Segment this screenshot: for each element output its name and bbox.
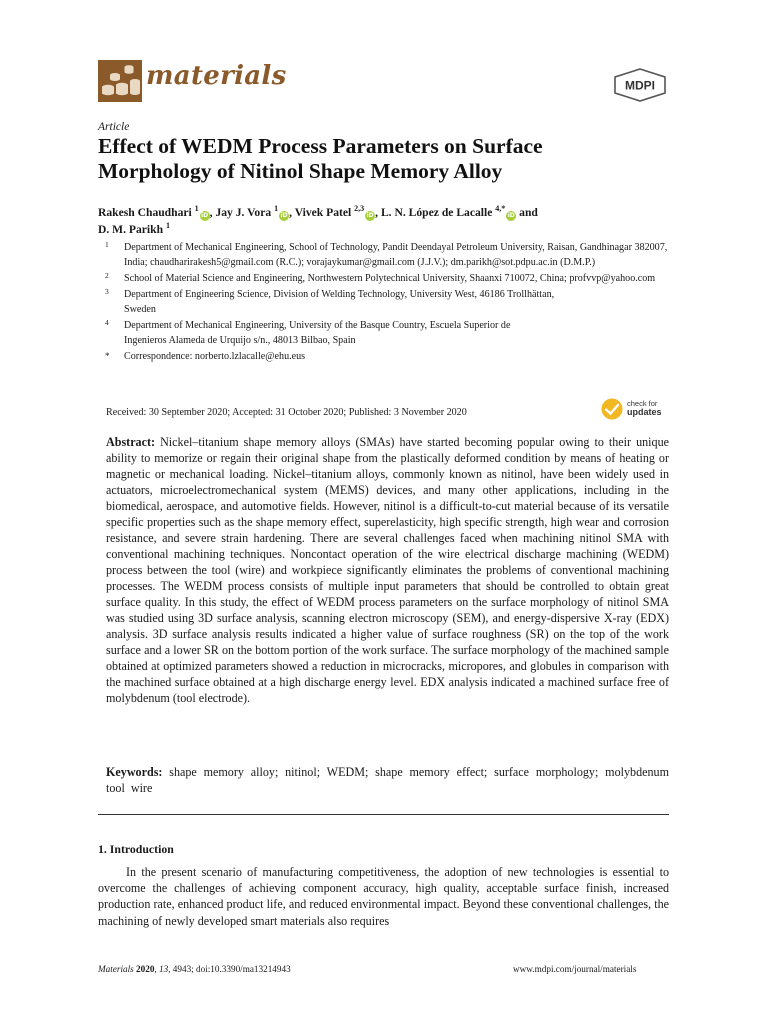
abstract-text: Nickel–titanium shape memory alloys (SMAs) have started becoming popular owing to their unique ability to memorize or regain their original shape from the plastically deformed condition by means of heating or magnetic or mechanical loading. Nickel–titanium alloys, commonly known as nitinol, have been widely used in actuators, microelectromechanical system (MEMS) devices, and many other applications, including in the biomedical, aerospace, and automotive fields. However, nitinol is a difficult-to-cut material because of its versatile specific properties such as the shape memory effect, superelasticity, high specific strength, high wear and corrosion resistance, and severe strain hardening. There are several challenges faced when machining nitinol SMA with conventional machining techniques. Noncontact operation of the wire electrical discharge machining (WEDM) process between the tool (wire) and workpiece significantly eliminates the problems of conventional machining processes. The WEDM process consists of multiple input parameters that should be controlled to obtain great surface quality. In this study, the effect of WEDM process parameters on the surface morphology of nitinol SMA was studied using 3D surface analysis, scanning electron microscopy (SEM), and energy-dispersive X-ray (EDX) analysis. 3D surface analysis results indicated a higher value of surface roughness (SR) on the top of the work surface and a lower SR on the bottom portion of the work surface. The surface morphology of the machined sample obtained at optimized parameters showed a reduction in microcracks, micropores, and globules in comparison with the machined surface obtained at a high discharge energy level. EDX analysis indicated a machined surface free of molybdenum (tool electrode). xyxy=(106,435,669,705)
author[interactable]: Rakesh Chaudhari $^1$iD xyxy=(98,204,209,219)
article-title: Effect of WEDM Process Parameters on Surface Morphology of Nitinol Shape Memory Alloy xyxy=(98,134,543,183)
author[interactable]: D. M. Parikh $^1$ xyxy=(98,221,170,236)
keywords-text: shape memory alloy; nitinol; WEDM; shape memory effect; surface morphology; molybdenum tool wire xyxy=(106,765,669,796)
author[interactable]: L. N. López de Lacalle $^{4,*}$iD xyxy=(380,204,515,219)
author-list: Rakesh Chaudhari $^1$iD, Jay J. Vora $^1$iD, Vivek Patel $^{2,3}$iD, L. N. López de Lacalle $^{4,*}$iD and D. M. Parikh $^1$ xyxy=(98,204,538,236)
orcid-icon[interactable]: iD xyxy=(507,212,515,219)
journal-name: materials xyxy=(146,61,287,91)
affiliations xyxy=(98,240,673,364)
publication-dates: Received: 30 September 2020; Accepted: 31 October 2020; Published: 3 November 2020 xyxy=(106,407,467,418)
affiliation-item: 4 Department of Mechanical Engineering, University of the Basque Country, Escuela Superior de Ingenieros Alameda de Urquijo s/n., 48013 Bilbao, Spain xyxy=(105,318,511,346)
check-for-updates-line2: updates xyxy=(627,407,662,417)
divider xyxy=(98,814,669,815)
journal-logo xyxy=(98,60,287,104)
intro-paragraph: In the present scenario of manufacturing competitiveness, the adoption of new technologies is essential to overcome the challenges of achieving component accuracy, high quality, acceptable surface finish, increased production rate, enhanced product life, and reduced environmental impact. Beyond these conventional challenges, the machining of newly developed smart materials also requires xyxy=(98,865,669,928)
check-for-updates-icon xyxy=(601,398,623,420)
abstract xyxy=(106,435,669,706)
materials-logo-icon xyxy=(98,60,142,102)
affiliation-item: 3 Department of Engineering Science, Division of Welding Technology, University West, 46186 Trollhättan, Sweden xyxy=(105,287,555,315)
abstract-label: Abstract: xyxy=(106,435,156,449)
author[interactable]: Vivek Patel $^{2,3}$iD xyxy=(294,204,374,219)
orcid-icon[interactable]: iD xyxy=(201,212,209,219)
section-heading: 1. Introduction xyxy=(98,842,174,856)
orcid-icon[interactable]: iD xyxy=(366,212,374,219)
affiliation-item: 1 Department of Mechanical Engineering, School of Technology, Pandit Deendayal Petroleum University, Raisan, Gandhinagar 382007, India; chaudharirakesh5@gmail.com (R.C.); vorajaykumar@gmail.com (J.J.V.); dm.parikh@sot.pdpu.ac.in (D.M.P.) xyxy=(105,240,668,268)
article-type: Article xyxy=(98,121,130,133)
author[interactable]: Jay J. Vora $^1$iD xyxy=(215,204,288,219)
check-for-updates-badge[interactable] xyxy=(601,398,671,420)
affiliation-item: 2 School of Material Science and Engineering, Northwestern Polytechnical University, Shaanxi 710072, China; profvvp@yahoo.com xyxy=(105,271,656,284)
journal-url[interactable]: www.mdpi.com/journal/materials xyxy=(513,964,637,974)
citation-footer: Materials 2020, 13, 4943; doi:10.3390/ma13214943 xyxy=(98,964,291,974)
keywords-label: Keywords: xyxy=(106,765,163,779)
check-for-updates-line1: check for xyxy=(627,399,658,408)
mdpi-logo-text: MDPI xyxy=(625,78,655,93)
keywords xyxy=(106,764,669,796)
orcid-icon[interactable]: iD xyxy=(280,212,288,219)
correspondence: * Correspondence: norberto.lzlacalle@ehu.eus xyxy=(105,351,306,362)
mdpi-logo xyxy=(612,68,668,102)
